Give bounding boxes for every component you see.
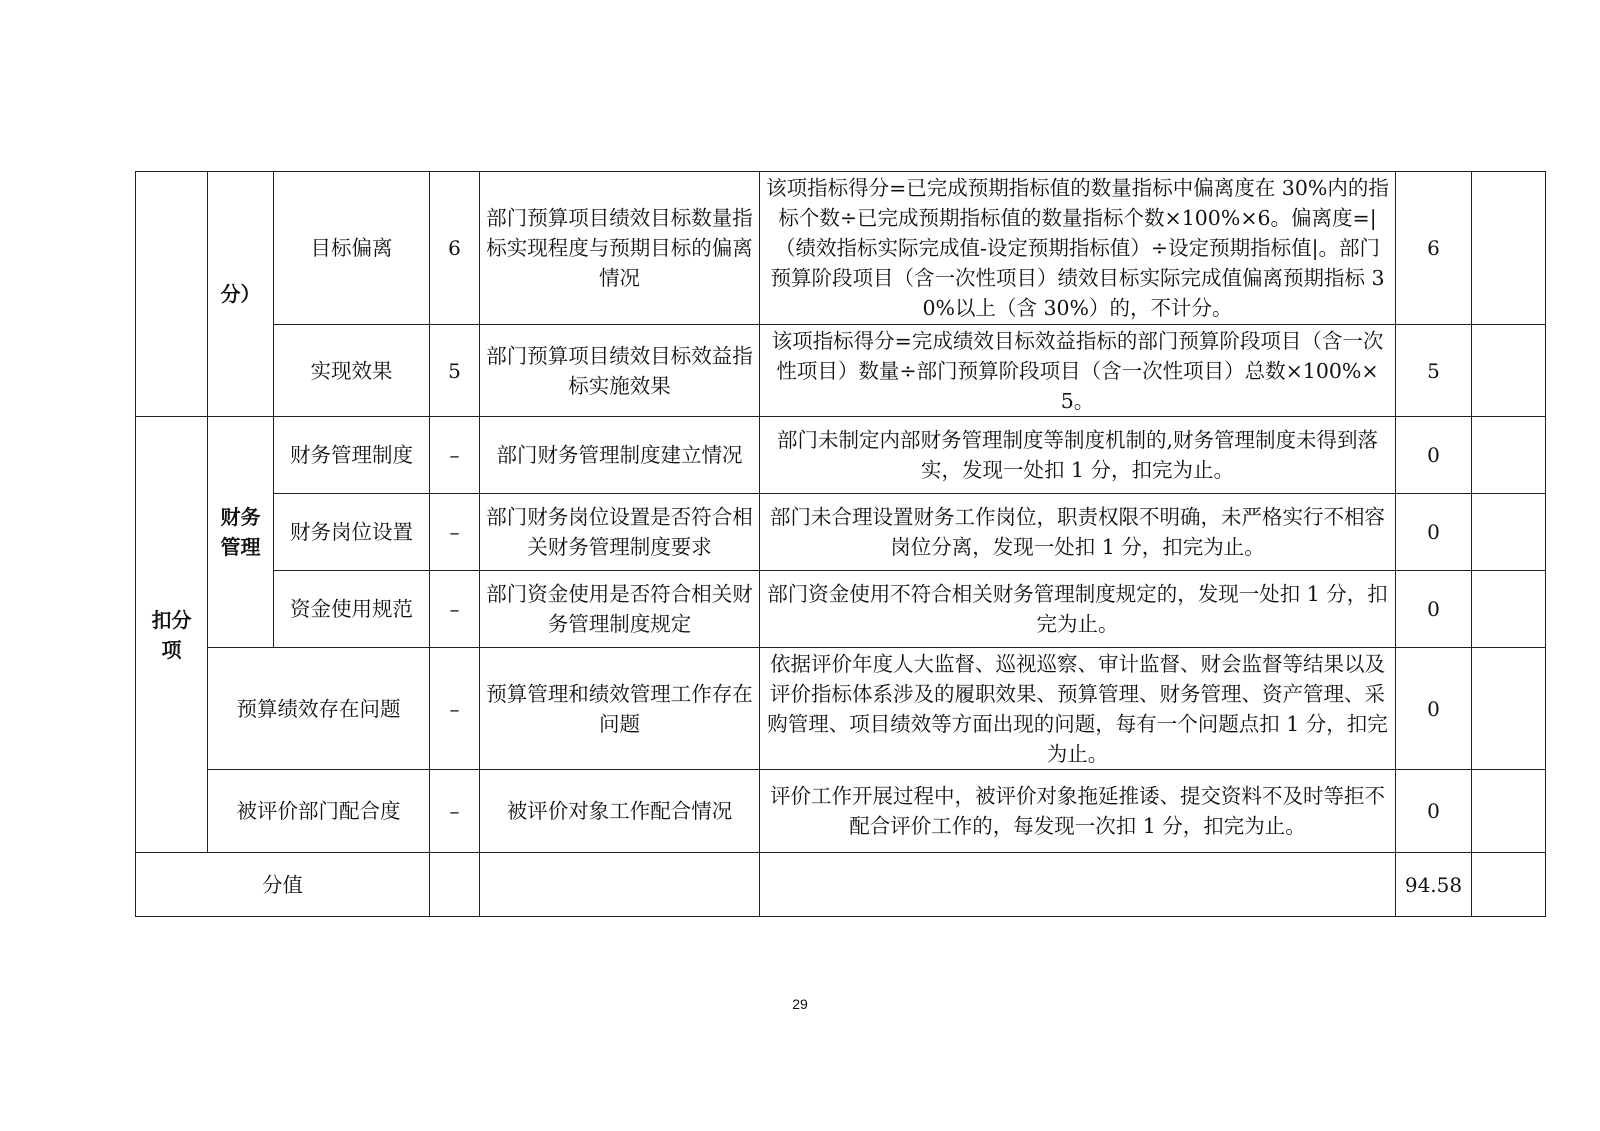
indicator-description: 预算管理和绩效管理工作存在问题 — [480, 648, 760, 770]
indicator-criteria: 该项指标得分=已完成预期指标值的数量指标中偏离度在 30%内的指标个数÷已完成预期指标值的数量指标个数×100%×6。偏离度=|（绩效指标实际完成值-设定预期指标值）÷设定预期指标值|。部门预算阶段项目（含一次性项目）绩效目标实际完成值偏离预期指标 30%以上（含 30%）的，不计分。 — [760, 172, 1396, 325]
indicator-score: 0 — [1396, 648, 1472, 770]
deduction-category: 扣分项 — [136, 417, 208, 853]
table-row — [136, 325, 1546, 417]
indicator-name: 实现效果 — [274, 325, 430, 417]
indicator-score: 0 — [1396, 494, 1472, 571]
indicator-weight: 6 — [430, 172, 480, 325]
category-cell-continued — [136, 172, 208, 417]
indicator-name: 预算绩效存在问题 — [208, 648, 430, 770]
indicator-criteria: 该项指标得分=完成绩效目标效益指标的部门预算阶段项目（含一次性项目）数量÷部门预算阶段项目（含一次性项目）总数×100%×5。 — [760, 325, 1396, 417]
total-score: 94.58 — [1396, 853, 1472, 917]
indicator-name: 财务管理制度 — [274, 417, 430, 494]
total-weight-cell — [430, 853, 480, 917]
indicator-description: 被评价对象工作配合情况 — [480, 770, 760, 853]
remarks-cell — [1472, 648, 1546, 770]
indicator-weight: – — [430, 417, 480, 494]
indicator-criteria: 部门资金使用不符合相关财务管理制度规定的，发现一处扣 1 分，扣完为止。 — [760, 571, 1396, 648]
evaluation-table — [135, 171, 1546, 917]
indicator-score: 0 — [1396, 571, 1472, 648]
indicator-score: 6 — [1396, 172, 1472, 325]
indicator-score: 5 — [1396, 325, 1472, 417]
indicator-criteria: 依据评价年度人大监督、巡视巡察、审计监督、财会监督等结果以及评价指标体系涉及的履职效果、预算管理、财务管理、资产管理、采购管理、项目绩效等方面出现的问题，每有一个问题点扣 1 分，扣完为止。 — [760, 648, 1396, 770]
remarks-cell — [1472, 172, 1546, 325]
indicator-description: 部门财务管理制度建立情况 — [480, 417, 760, 494]
indicator-description: 部门预算项目绩效目标数量指标实现程度与预期目标的偏离情况 — [480, 172, 760, 325]
indicator-criteria: 评价工作开展过程中，被评价对象拖延推诿、提交资料不及时等拒不配合评价工作的，每发现一次扣 1 分，扣完为止。 — [760, 770, 1396, 853]
table-row — [136, 571, 1546, 648]
table-row — [136, 648, 1546, 770]
indicator-description: 部门财务岗位设置是否符合相关财务管理制度要求 — [480, 494, 760, 571]
table-row — [136, 172, 1546, 325]
remarks-cell — [1472, 770, 1546, 853]
page-number: 29 — [792, 996, 808, 1012]
indicator-description: 部门资金使用是否符合相关财务管理制度规定 — [480, 571, 760, 648]
remarks-cell — [1472, 417, 1546, 494]
indicator-criteria: 部门未制定内部财务管理制度等制度机制的,财务管理制度未得到落实，发现一处扣 1 分，扣完为止。 — [760, 417, 1396, 494]
indicator-score: 0 — [1396, 770, 1472, 853]
indicator-score: 0 — [1396, 417, 1472, 494]
remarks-cell — [1472, 494, 1546, 571]
indicator-weight: – — [430, 648, 480, 770]
indicator-name: 目标偏离 — [274, 172, 430, 325]
remarks-cell — [1472, 571, 1546, 648]
indicator-name: 被评价部门配合度 — [208, 770, 430, 853]
table-row — [136, 417, 1546, 494]
indicator-description: 部门预算项目绩效目标效益指标实施效果 — [480, 325, 760, 417]
table-row — [136, 770, 1546, 853]
total-description-cell — [480, 853, 760, 917]
remarks-cell — [1472, 853, 1546, 917]
indicator-weight: – — [430, 494, 480, 571]
indicator-weight: – — [430, 770, 480, 853]
indicator-name: 财务岗位设置 — [274, 494, 430, 571]
remarks-cell — [1472, 325, 1546, 417]
indicator-weight: 5 — [430, 325, 480, 417]
subcategory-cell-continued: 分） — [208, 172, 274, 417]
finance-subcategory: 财务管理 — [208, 417, 274, 648]
table-row — [136, 494, 1546, 571]
indicator-criteria: 部门未合理设置财务工作岗位，职责权限不明确，未严格实行不相容岗位分离，发现一处扣 1 分，扣完为止。 — [760, 494, 1396, 571]
indicator-name: 资金使用规范 — [274, 571, 430, 648]
total-criteria-cell — [760, 853, 1396, 917]
total-label: 分值 — [136, 853, 430, 917]
total-row — [136, 853, 1546, 917]
indicator-weight: – — [430, 571, 480, 648]
